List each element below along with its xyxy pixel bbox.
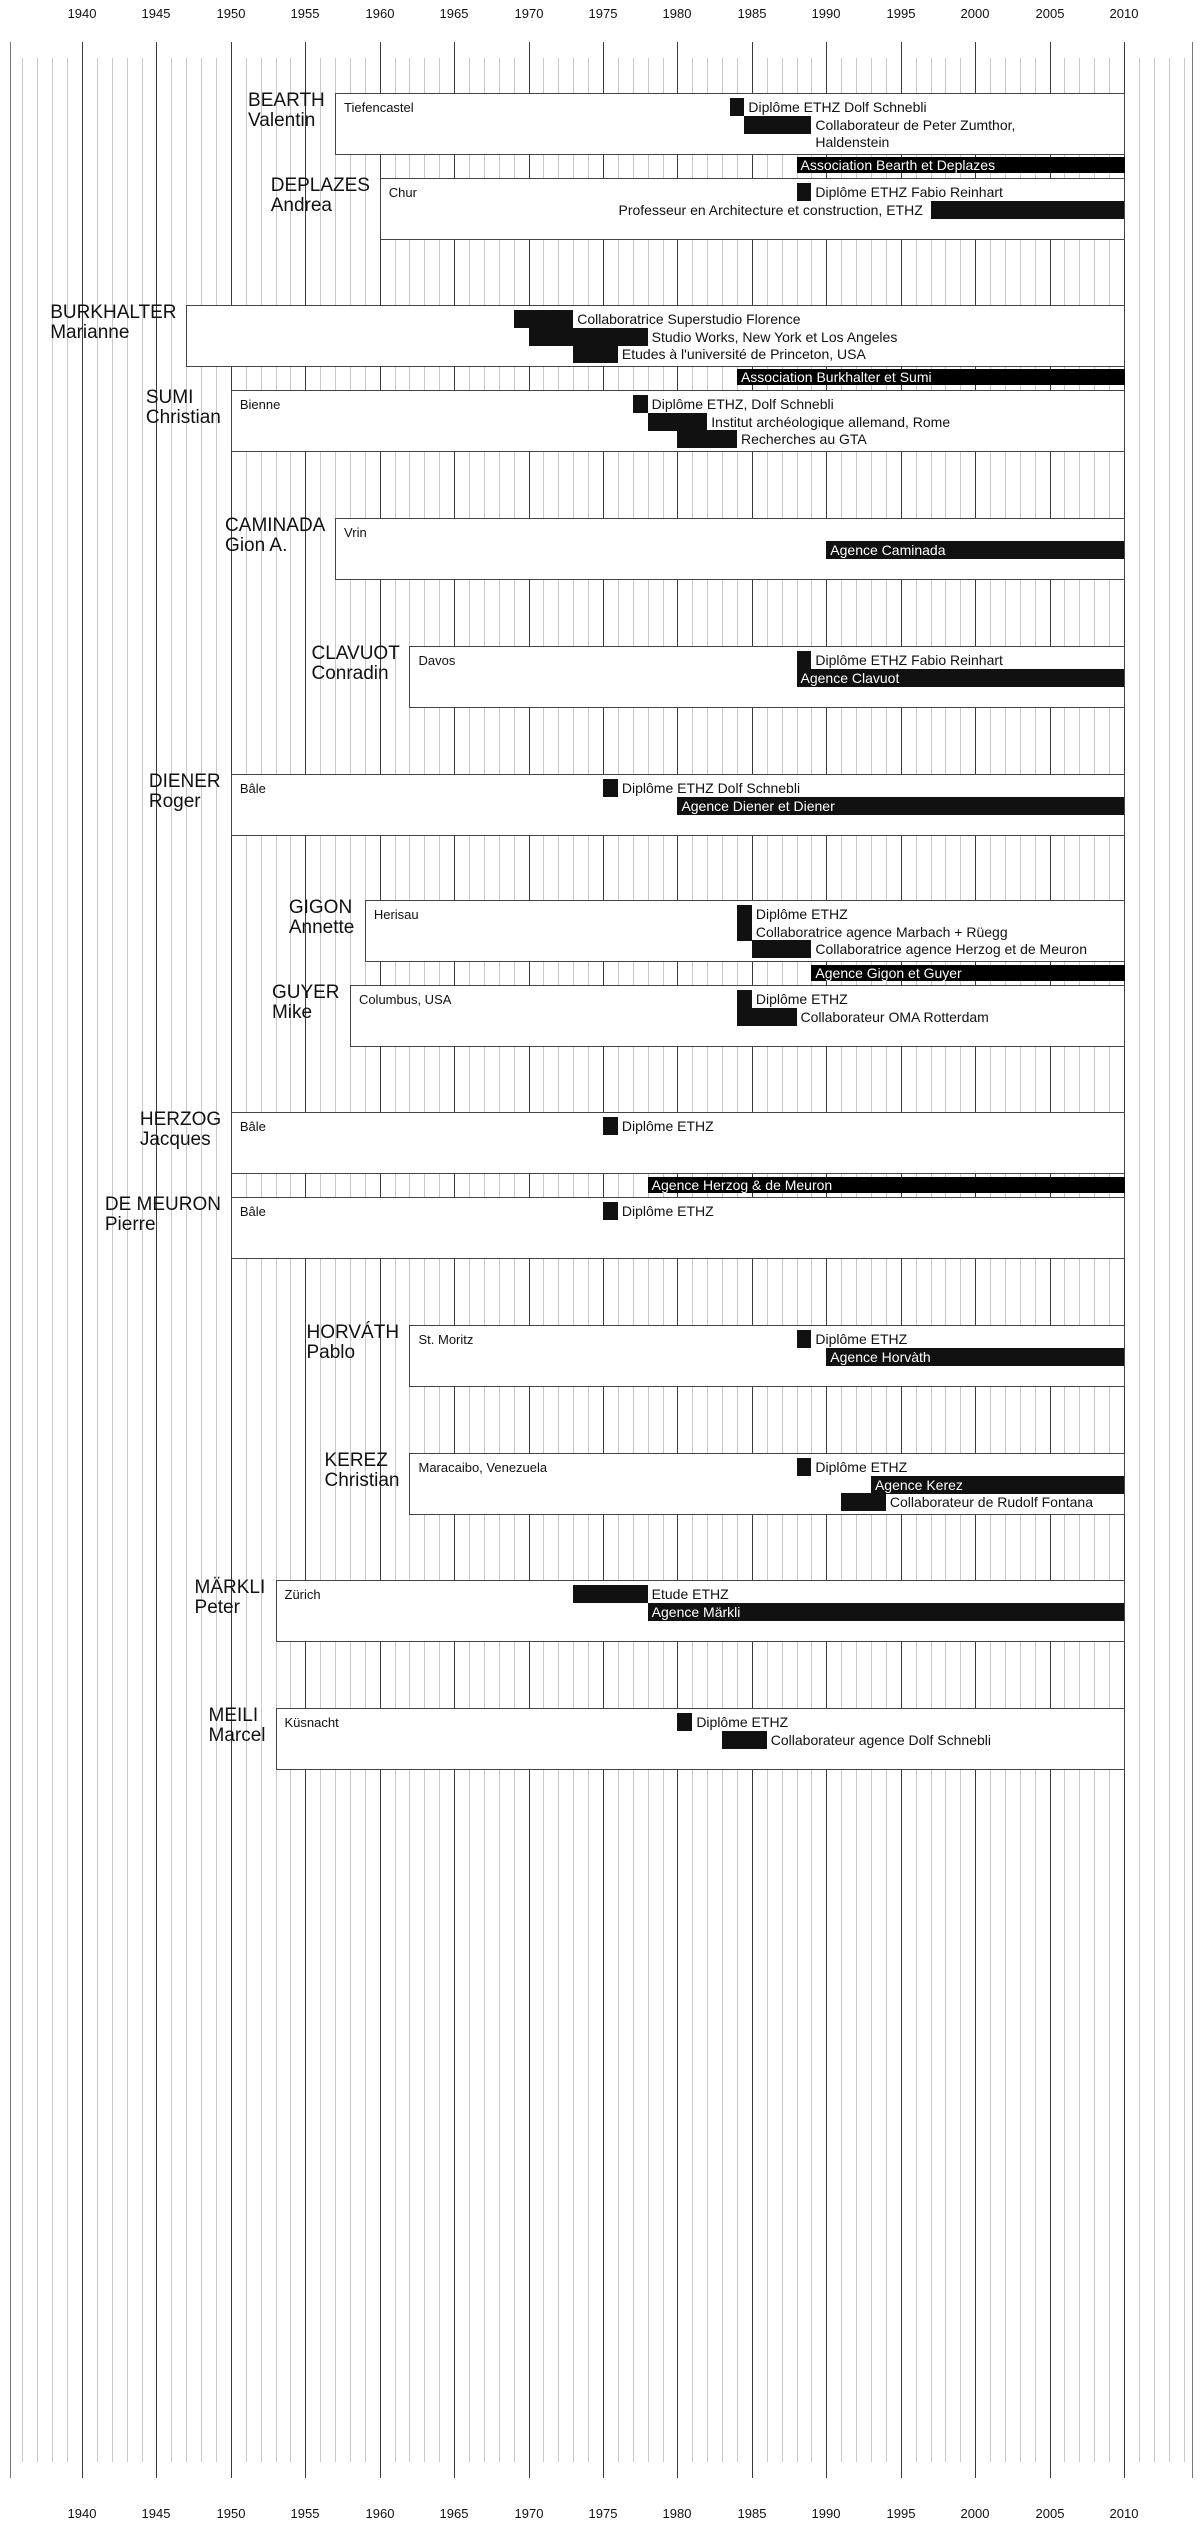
career-event-label: Diplôme ETHZ, Dolf Schnebli: [651, 396, 834, 412]
architect-last-name: MEILI: [208, 1705, 259, 1726]
career-event-bar: [603, 1117, 618, 1135]
career-event-bar: [633, 395, 648, 413]
architect-last-name: CAMINADA: [225, 515, 326, 536]
architect-first-name: Peter: [194, 1597, 240, 1618]
year-tick-label: 2000: [960, 6, 990, 21]
architect-first-name: Pablo: [306, 1342, 356, 1363]
office-label: Agence Diener et Diener: [681, 797, 835, 814]
birthplace-label: Tiefencastel: [344, 100, 414, 115]
year-tick-label: 2010: [1109, 2506, 1139, 2521]
career-event-label: Diplôme ETHZ Fabio Reinhart: [815, 184, 1003, 200]
year-tick-label: 1955: [290, 6, 320, 21]
career-event-label: Etudes à l'université de Princeton, USA: [621, 346, 866, 362]
architect-first-name: Pierre: [104, 1214, 156, 1235]
partnership-label: Association Burkhalter et Sumi: [740, 369, 932, 385]
year-tick-label: 1980: [662, 2506, 692, 2521]
architect-name: [225, 516, 325, 556]
year-tick-label: 1990: [811, 2506, 841, 2521]
architect-name: [271, 176, 370, 216]
birthplace-label: Bâle: [239, 1204, 266, 1219]
architect-name: [105, 1195, 221, 1235]
architect-name: [306, 1323, 399, 1363]
year-tick-label: 2010: [1109, 6, 1139, 21]
career-event-label: Diplôme ETHZ: [621, 1203, 714, 1219]
partnership-label: Agence Gigon et Guyer: [815, 965, 962, 981]
minor-gridline: [52, 58, 53, 2462]
minor-gridline: [1184, 58, 1185, 2462]
birthplace-label: Herisau: [373, 907, 419, 922]
architect-name: [195, 1578, 266, 1618]
year-tick-label: 1940: [67, 6, 97, 21]
birthplace-label: Küsnacht: [284, 1715, 339, 1730]
architect-first-name: Christian: [145, 407, 221, 428]
architect-last-name: GIGON: [288, 897, 353, 918]
birthplace-label: Bâle: [239, 1119, 266, 1134]
architect-first-name: Conradin: [311, 663, 389, 684]
year-tick-label: 1985: [737, 2506, 767, 2521]
year-tick-label: 1985: [737, 6, 767, 21]
birthplace-label: Maracaibo, Venezuela: [418, 1460, 548, 1475]
year-tick-label: 1955: [290, 2506, 320, 2521]
career-event-bar: [573, 1585, 647, 1603]
year-tick-label: 1995: [886, 6, 916, 21]
architect-first-name: Roger: [148, 791, 201, 812]
office-label: Agence Caminada: [830, 541, 946, 558]
architect-name: [248, 91, 325, 131]
office-label: Agence Kerez: [874, 1476, 963, 1493]
career-event-bar: [841, 1493, 886, 1511]
architect-name: [146, 388, 221, 428]
architect-first-name: Marcel: [208, 1725, 266, 1746]
career-event-label: Professeur en Architecture et construction, ETHZ: [618, 201, 923, 218]
career-event-label: Etude ETHZ: [651, 1586, 729, 1602]
career-event-label: Collaboratrice Superstudio Florence: [577, 311, 801, 327]
career-event-label: Diplôme ETHZ: [621, 1118, 714, 1134]
office-label: Agence Märkli: [651, 1603, 741, 1620]
year-tick-label: 2000: [960, 2506, 990, 2521]
career-event-bar: [744, 116, 811, 134]
architect-name: [140, 1110, 221, 1150]
year-tick-label: 1945: [141, 6, 171, 21]
minor-gridline: [37, 58, 38, 2462]
architect-first-name: Andrea: [270, 195, 332, 216]
year-tick-label: 1950: [216, 6, 246, 21]
career-event-label: Diplôme ETHZ: [755, 906, 848, 922]
architect-first-name: Jacques: [139, 1129, 211, 1150]
architect-last-name: DIENER: [148, 771, 221, 792]
career-event-label: Collaboratrice agence Herzog et de Meuron: [815, 941, 1088, 957]
career-event-label: Collaborateur de Rudolf Fontana: [889, 1494, 1093, 1510]
year-tick-label: 1970: [514, 2506, 544, 2521]
birthplace-label: Bienne: [239, 397, 281, 412]
year-tick-label: 1975: [588, 6, 618, 21]
minor-gridline: [1154, 58, 1155, 2462]
year-tick-label: 1965: [439, 6, 469, 21]
year-tick-label: 1995: [886, 2506, 916, 2521]
architect-name: [311, 644, 399, 684]
major-gridline: [82, 42, 83, 2478]
minor-gridline: [112, 58, 113, 2462]
birthplace-label: Vrin: [344, 525, 367, 540]
career-event-bar: [529, 328, 648, 346]
birthplace-label: Davos: [418, 653, 456, 668]
year-tick-label: 1990: [811, 6, 841, 21]
architect-first-name: Annette: [288, 917, 355, 938]
architect-first-name: Gion A.: [225, 535, 288, 556]
year-tick-label: 1945: [141, 2506, 171, 2521]
career-event-label: Diplôme ETHZ: [815, 1331, 908, 1347]
minor-gridline: [97, 58, 98, 2462]
career-event-bar: [737, 990, 752, 1008]
architect-last-name: MÄRKLI: [194, 1577, 266, 1598]
year-tick-label: 1970: [514, 6, 544, 21]
architect-last-name: DEPLAZES: [270, 175, 370, 196]
birthplace-label: St. Moritz: [418, 1332, 474, 1347]
career-event-label: Collaborateur de Peter Zumthor,: [815, 116, 1016, 133]
architect-name: [209, 1706, 266, 1746]
minor-gridline: [67, 58, 68, 2462]
career-event-label: Diplôme ETHZ Dolf Schnebli: [748, 99, 927, 115]
year-tick-label: 1980: [662, 6, 692, 21]
architect-last-name: KEREZ: [324, 1450, 388, 1471]
career-event-bar: [514, 310, 574, 328]
architect-name: [272, 983, 340, 1023]
minor-gridline: [22, 58, 23, 2462]
partnership-label: Agence Herzog & de Meuron: [651, 1177, 833, 1193]
year-tick-label: 1975: [588, 2506, 618, 2521]
year-tick-label: 2005: [1035, 2506, 1065, 2521]
birthplace-label: Bâle: [239, 781, 266, 796]
career-event-bar: [573, 345, 618, 363]
architect-first-name: Mike: [271, 1002, 313, 1023]
architect-name: [324, 1451, 399, 1491]
career-event-bar: [752, 940, 812, 958]
career-event-bar: [722, 1731, 767, 1749]
year-tick-label: 1965: [439, 2506, 469, 2521]
career-event-bar: [737, 905, 752, 923]
architect-name: [149, 772, 221, 812]
minor-gridline: [1169, 58, 1170, 2462]
career-event-label: Collaboratrice agence Marbach + Rüegg: [755, 923, 1008, 940]
career-event-label: Recherches au GTA: [740, 431, 867, 447]
architect-last-name: CLAVUOT: [311, 643, 400, 664]
career-event-bar: [677, 1713, 692, 1731]
birthplace-label: Zürich: [284, 1587, 321, 1602]
architect-first-name: Marianne: [50, 322, 130, 343]
minor-gridline: [127, 58, 128, 2462]
career-event-label-continued: Haldenstein: [815, 134, 890, 150]
career-event-label: Studio Works, New York et Los Angeles: [651, 328, 898, 345]
career-event-label: Collaborateur OMA Rotterdam: [800, 1008, 989, 1025]
career-event-bar: [677, 430, 737, 448]
career-event-bar: [797, 1330, 812, 1348]
left-border-line: [10, 42, 11, 2478]
career-event-bar: [797, 1458, 812, 1476]
minor-gridline: [1139, 58, 1140, 2462]
architect-last-name: SUMI: [145, 387, 194, 408]
career-event-label: Diplôme ETHZ Fabio Reinhart: [815, 652, 1003, 668]
career-event-label: Institut archéologique allemand, Rome: [711, 413, 951, 430]
career-event-bar: [730, 98, 745, 116]
architect-last-name: DE MEURON: [104, 1194, 221, 1215]
partnership-label: Association Bearth et Deplazes: [800, 157, 996, 173]
career-event-bar: [603, 779, 618, 797]
career-event-label: Diplôme ETHZ: [755, 991, 848, 1007]
architect-last-name: BEARTH: [248, 90, 325, 111]
career-event-bar: [737, 923, 752, 941]
career-event-label: Collaborateur agence Dolf Schnebli: [770, 1731, 991, 1748]
architect-last-name: BURKHALTER: [50, 302, 177, 323]
architect-last-name: GUYER: [271, 982, 340, 1003]
year-tick-label: 1960: [365, 2506, 395, 2521]
career-event-bar: [737, 1008, 797, 1026]
career-event-label: Diplôme ETHZ: [696, 1714, 789, 1730]
career-event-label: Diplôme ETHZ Dolf Schnebli: [621, 780, 801, 796]
office-label: Agence Horvàth: [830, 1348, 931, 1365]
birthplace-label: Columbus, USA: [358, 992, 452, 1007]
year-tick-label: 1940: [67, 2506, 97, 2521]
office-label: Agence Clavuot: [800, 669, 900, 686]
right-border-line: [1192, 42, 1193, 2478]
year-tick-label: 1960: [365, 6, 395, 21]
minor-gridline: [142, 58, 143, 2462]
architect-first-name: Valentin: [248, 110, 316, 131]
career-event-bar: [648, 413, 708, 431]
birthplace-label: Chur: [388, 185, 417, 200]
architect-first-name: Christian: [324, 1470, 400, 1491]
career-event-label: Diplôme ETHZ: [815, 1459, 908, 1475]
year-tick-label: 1950: [216, 2506, 246, 2521]
architect-last-name: HERZOG: [139, 1109, 222, 1130]
architect-name: [50, 303, 176, 343]
architect-name: [289, 898, 355, 938]
career-event-bar: [603, 1202, 618, 1220]
career-event-bar: [797, 651, 812, 669]
career-event-bar: [931, 201, 1125, 219]
career-event-bar: [797, 183, 812, 201]
architect-last-name: HORVÁTH: [306, 1322, 400, 1343]
year-tick-label: 2005: [1035, 6, 1065, 21]
